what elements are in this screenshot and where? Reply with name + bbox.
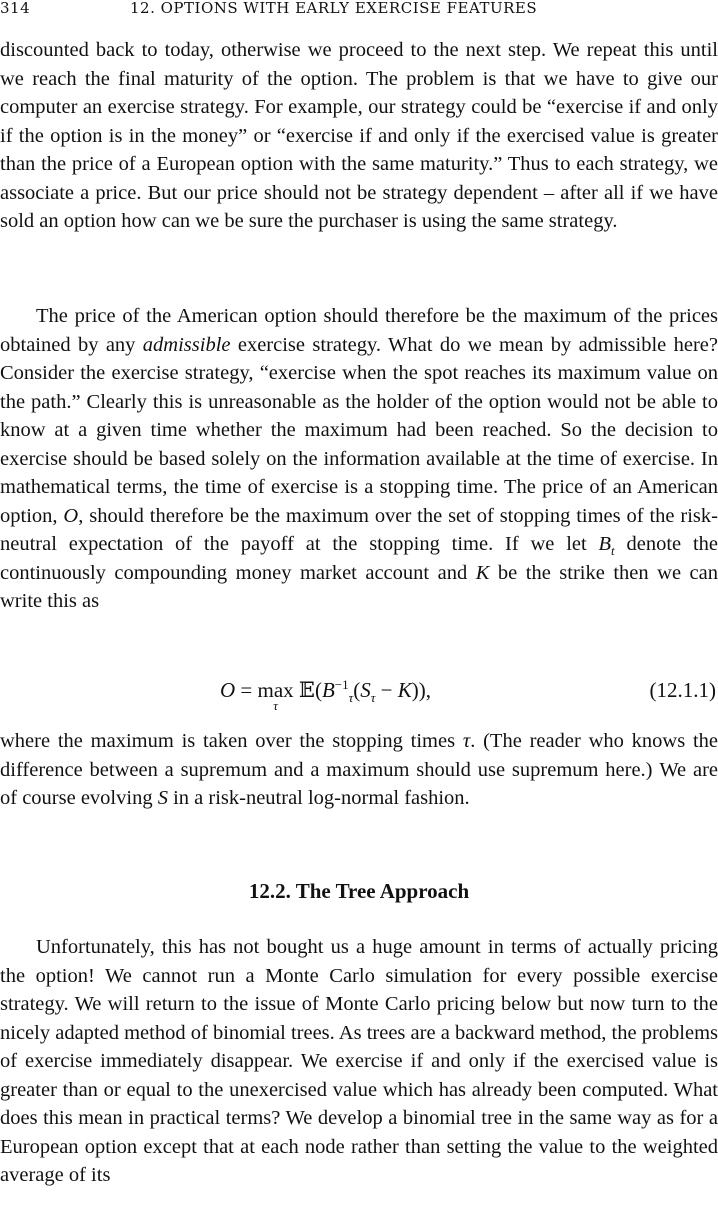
eq-max: max [257, 678, 294, 702]
eq-S-subscript: τ [370, 690, 376, 706]
emphasis-admissible: admissible [142, 333, 231, 356]
eq-S: S [360, 678, 371, 702]
eq-max-operator [257, 678, 294, 713]
paragraph-2 [0, 302, 718, 616]
paragraph-2-text-a: The price of the American option should therefore be the maximum of the prices obtained by any [0, 305, 718, 356]
chapter-title: 12. OPTIONS WITH EARLY EXERCISE FEATURES [130, 0, 538, 17]
paragraph-2-text-d: denote the continuously compounding money market account and [0, 533, 718, 584]
eq-lhs: O [220, 678, 236, 702]
eq-B-subscript: τ [348, 690, 354, 706]
eq-K: K [397, 678, 412, 702]
eq-open-paren: ( [314, 678, 322, 702]
eq-close: )), [411, 678, 432, 702]
page-number: 314 [0, 0, 31, 17]
paragraph-3 [0, 727, 718, 813]
eq-B-superscript: −1 [334, 677, 349, 692]
eq-minus: − [375, 678, 398, 702]
eq-B: B [321, 678, 335, 702]
paragraph-2-text-b: exercise strategy. What do we mean by admissible here? Consider the exercise strategy, “exercise when the spot reaches its maximum value on the path.” Clearly this is unreasonable as the holder of the option would not be able to know at a given time whether the maximum had been reached. So the decision to exercise should be based solely on the information available at the time of exercise. In mathematical terms, the time of exercise is a stopping time. The price of an American option, [0, 333, 718, 527]
eq-expectation: 𝔼 [298, 678, 315, 702]
equation-body [220, 677, 432, 713]
eq-equals: = [235, 678, 258, 702]
paragraph-4 [0, 933, 718, 1190]
math-B: B [598, 533, 612, 555]
equation-number: (12.1.1) [649, 678, 716, 702]
paragraph-2-text-c: , should therefore be the maximum over the set of stopping times of the risk-neutral expectation of the payoff at the stopping time. If we let [0, 504, 718, 555]
eq-max-subscript: τ [273, 698, 278, 713]
math-tau: τ [462, 730, 471, 752]
paragraph-3-text-b: . (The reader who knows the difference between a supremum and a maximum should use supremum here.) We are of course evolving [0, 730, 718, 809]
math-O: O [63, 504, 79, 527]
math-t-subscript: t [611, 543, 615, 559]
section-heading: 12.2. The Tree Approach [248, 879, 470, 903]
math-K: K [475, 561, 490, 584]
running-header [0, 0, 718, 18]
math-S: S [157, 787, 168, 809]
paragraph-4-text: Unfortunately, this has not bought us a huge amount in terms of actually pricing the option! We cannot run a Monte Carlo simulation for every possible exercise strategy. We will return to the issue of Monte Carlo pricing below but now turn to the nicely adapted method of binomial trees. As trees are a backward method, the problems of exercise immediately disappear. We exercise if and only if the exercised value is greater than or equal to the unexercised value which has already been computed. What does this mean in practical terms? We develop a binomial tree in the same way as for a European option except that at each node rather than setting the value to the weighted average of its [0, 936, 718, 1186]
paragraph-1 [0, 36, 718, 236]
equation-12-1-1 [0, 676, 718, 712]
paragraph-3-text-c: in a risk-neutral log-normal fashion. [167, 787, 470, 809]
paragraph-3-text-a: where the maximum is taken over the stopping times [0, 730, 463, 752]
paragraph-2-text-e: be the strike then we can write this as [0, 561, 718, 612]
eq-inner-open-paren: ( [353, 678, 361, 702]
paragraph-1-text: discounted back to today, otherwise we proceed to the next step. We repeat this until we reach the final maturity of the option. The problem is that we have to give our computer an exercise strategy. For example, our strategy could be “exercise if and only if the option is in the money” or “exercise if and only if the exercised value is greater than the price of a European option with the same maturity.” Thus to each strategy, we associate a price. But our price should not be strategy dependent – after all if we have sold an option how can we be sure the purchaser is using the same strategy. [0, 39, 718, 232]
